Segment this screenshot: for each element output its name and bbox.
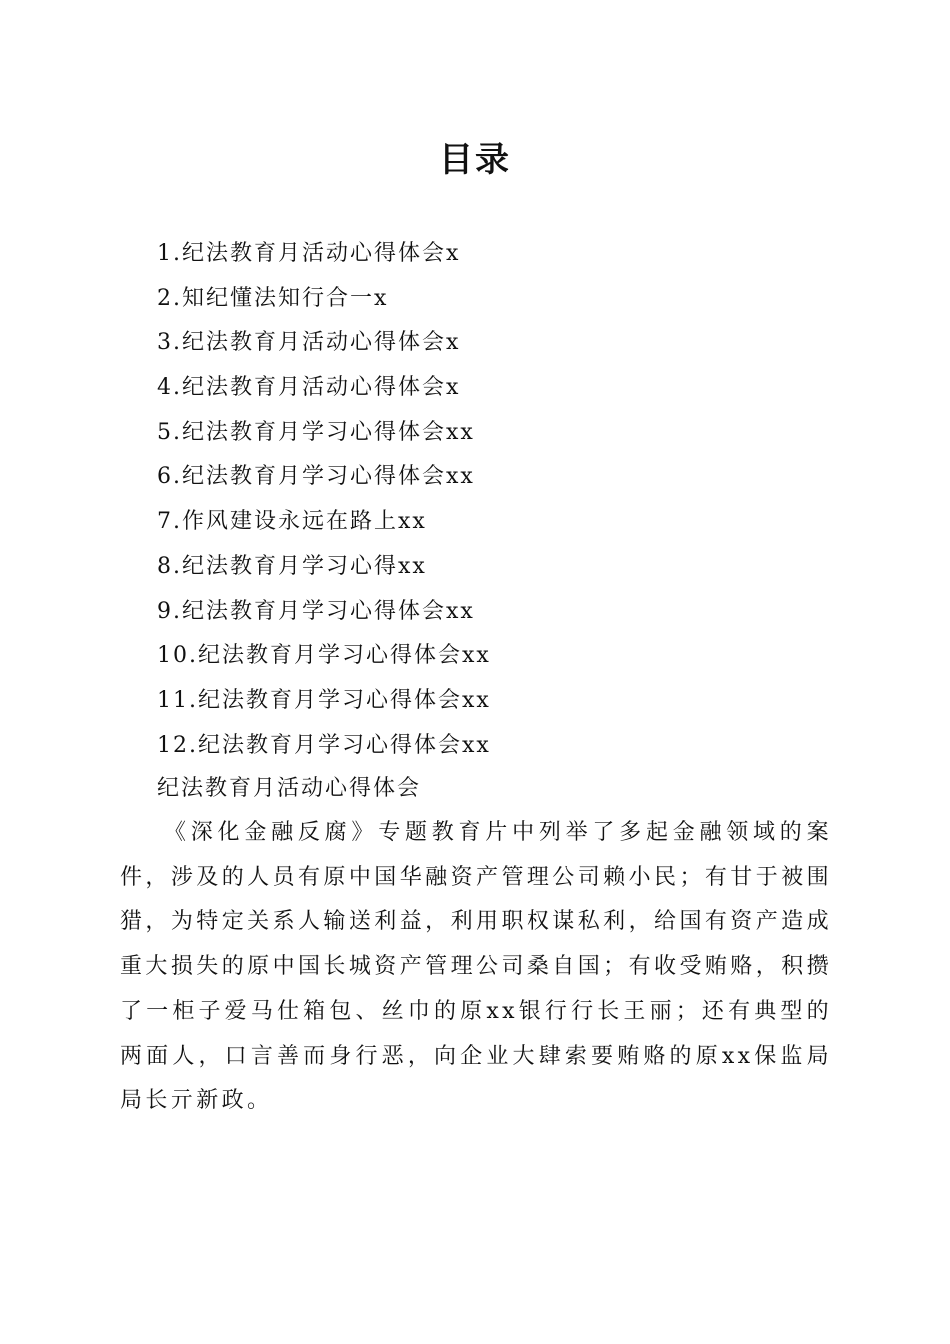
table-of-contents (157, 232, 857, 768)
toc-item: 8.纪法教育月学习心得xx (157, 553, 427, 579)
toc-item: 6.纪法教育月学习心得体会xx (157, 464, 475, 490)
toc-item: 5.纪法教育月学习心得体会xx (157, 419, 475, 445)
body-paragraph: 《深化金融反腐》专题教育片中列举了多起金融领域的案件，涉及的人员有原中国华融资产管理公司赖小民；有甘于被围猎，为特定关系人输送利益，利用职权谋私利，给国有资产造成重大损失的原中国长城资产管理公司桑自国；有收受贿赂，积攒了一柜子爱马仕箱包、丝巾的原xx银行行长王丽；还有典型的两面人，口言善而身行恶，向企业大肆索要贿赂的原xx保监局局长亓新政。 (120, 820, 832, 1114)
toc-item: 2.知纪懂法知行合一x (157, 285, 389, 311)
toc-item: 1.纪法教育月活动心得体会x (157, 241, 461, 266)
toc-item: 10.纪法教育月学习心得体会xx (157, 643, 491, 669)
toc-item: 4.纪法教育月活动心得体会x (157, 375, 461, 401)
toc-item: 3.纪法教育月活动心得体会x (157, 330, 461, 356)
toc-item: 11.纪法教育月学习心得体会xx (157, 687, 491, 713)
section-heading: 纪法教育月活动心得体会 (157, 776, 422, 801)
page-title: 目录 (439, 140, 511, 180)
toc-item: 9.纪法教育月学习心得体会xx (157, 598, 475, 624)
toc-item: 7.作风建设永远在路上xx (157, 509, 427, 535)
toc-item: 12.纪法教育月学习心得体会xx (157, 732, 491, 758)
